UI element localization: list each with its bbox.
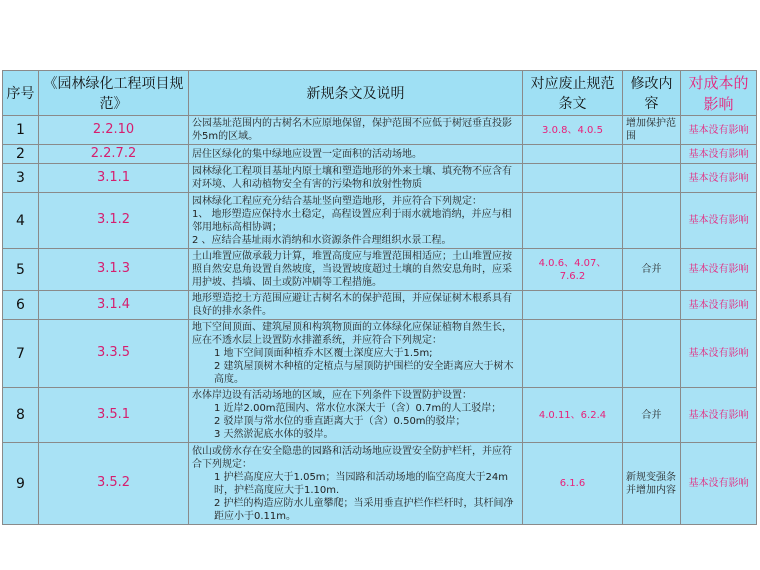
table-row bbox=[3, 443, 757, 525]
description-line: 土山堆置应做承载力计算，堆置高度应与堆置范围相适应；土山堆置应按照自然安息角设置自然坡度，当设置坡度超过土壤的自然安息角时，应采用护坡、挡墙、固土或防冲刷等工程措施。 bbox=[192, 251, 512, 289]
row-old-clause: 3.0.8、4.0.5 bbox=[523, 116, 623, 145]
row-clause: 3.3.5 bbox=[39, 320, 189, 388]
row-old-clause bbox=[523, 164, 623, 193]
header-new-text: 新规条文及说明 bbox=[189, 71, 523, 116]
description-line: 地形塑造挖土方范围应避让古树名木的保护范围，并应保证树木根系具有良好的排水条件。 bbox=[192, 293, 512, 318]
row-clause: 3.5.2 bbox=[39, 443, 189, 525]
row-old-clause: 6.1.6 bbox=[523, 443, 623, 525]
row-index: 2 bbox=[3, 145, 39, 164]
description-line: 2 建筑屋顶树木种植的定植点与屋顶防护围栏的安全距离应大于树木高度。 bbox=[214, 361, 514, 386]
row-clause: 2.2.7.2 bbox=[39, 145, 189, 164]
row-index: 9 bbox=[3, 443, 39, 525]
row-old-clause bbox=[523, 320, 623, 388]
header-modification: 修改内容 bbox=[623, 71, 681, 116]
table-row bbox=[3, 291, 757, 320]
row-clause: 3.5.1 bbox=[39, 388, 189, 443]
header-row bbox=[3, 71, 757, 116]
row-cost-impact: 基本没有影响 bbox=[681, 388, 757, 443]
row-description bbox=[189, 291, 523, 320]
row-modification bbox=[623, 164, 681, 193]
row-modification bbox=[623, 145, 681, 164]
description-line: 公园基址范围内的古树名木应原地保留，保护范围不应低于树冠垂直投影外5m的区域。 bbox=[192, 118, 512, 142]
row-index: 7 bbox=[3, 320, 39, 388]
description-line: 2 护栏的构造应防水儿童攀爬；当采用垂直护栏作栏杆时，其杆间净距应小于0.11m。 bbox=[214, 497, 514, 522]
table-row bbox=[3, 249, 757, 291]
row-description bbox=[189, 320, 523, 388]
description-line: 1、 地形塑造应保持水土稳定，高程设置应利于雨水就地消纳，并应与相邻用地标高相协调； bbox=[192, 208, 512, 233]
row-modification bbox=[623, 291, 681, 320]
row-cost-impact: 基本没有影响 bbox=[681, 320, 757, 388]
description-line: 居住区绿化的集中绿地应设置一定面积的活动场地。 bbox=[192, 148, 422, 160]
table-row bbox=[3, 164, 757, 193]
row-cost-impact: 基本没有影响 bbox=[681, 193, 757, 249]
row-cost-impact: 基本没有影响 bbox=[681, 145, 757, 164]
row-index: 8 bbox=[3, 388, 39, 443]
row-cost-impact: 基本没有影响 bbox=[681, 116, 757, 145]
description-line: 园林绿化工程项目基址内原土壤和塑造地形的外来土壤、填充物不应含有对环境、人和动植物安全有害的污染物和放射性物质 bbox=[192, 166, 512, 191]
row-clause: 2.2.10 bbox=[39, 116, 189, 145]
description-line: 依山或傍水存在安全隐患的园路和活动场地应设置安全防护栏杆，并应符合下列规定： bbox=[192, 445, 512, 470]
row-description bbox=[189, 164, 523, 193]
header-old-clause: 对应废止规范条文 bbox=[523, 71, 623, 116]
table-row bbox=[3, 193, 757, 249]
description-line: 1 护栏高度应大于1.05m；当园路和活动场地的临空高度大于24m时，护栏高度应大于1.10m. bbox=[214, 471, 509, 496]
row-description bbox=[189, 145, 523, 164]
row-modification: 合并 bbox=[623, 249, 681, 291]
row-description bbox=[189, 388, 523, 443]
row-old-clause: 4.0.11、6.2.4 bbox=[523, 388, 623, 443]
description-line: 地下空间顶面、建筑屋顶和构筑物顶面的立体绿化应保证植物自然生长，应在不透水层上设置防水排灌系统，并应符合下列规定： bbox=[192, 322, 512, 347]
row-clause: 3.1.4 bbox=[39, 291, 189, 320]
row-cost-impact: 基本没有影响 bbox=[681, 164, 757, 193]
header-cost-impact: 对成本的影响 bbox=[681, 71, 757, 116]
row-cost-impact: 基本没有影响 bbox=[681, 249, 757, 291]
description-line: 3 天然淤泥底水体的驳岸。 bbox=[214, 429, 334, 441]
description-line: 水体岸边设有活动场地的区域，应在下列条件下设置防护设置： bbox=[192, 390, 472, 402]
row-index: 4 bbox=[3, 193, 39, 249]
row-modification bbox=[623, 320, 681, 388]
row-old-clause bbox=[523, 193, 623, 249]
description-line: 园林绿化工程应充分结合基址竖向塑造地形，并应符合下列规定： bbox=[192, 195, 482, 207]
table-row bbox=[3, 320, 757, 388]
row-old-clause bbox=[523, 145, 623, 164]
row-description bbox=[189, 443, 523, 525]
row-clause: 3.1.2 bbox=[39, 193, 189, 249]
description-line: 1 地下空间顶面种植乔木区覆土深度应大于1.5m; bbox=[214, 348, 433, 360]
row-cost-impact: 基本没有影响 bbox=[681, 291, 757, 320]
row-description bbox=[189, 249, 523, 291]
row-clause: 3.1.1 bbox=[39, 164, 189, 193]
row-modification: 增加保护范围 bbox=[623, 116, 681, 145]
row-old-clause bbox=[523, 291, 623, 320]
row-index: 3 bbox=[3, 164, 39, 193]
header-spec-clause: 《园林绿化工程项目规范》 bbox=[39, 71, 189, 116]
row-modification: 新规变强条并增加内容 bbox=[623, 443, 681, 525]
row-old-clause: 4.0.6、4.07、7.6.2 bbox=[523, 249, 623, 291]
description-line: 2 、应结合基址雨水消纳和水资源条件合理组织水景工程。 bbox=[192, 234, 452, 246]
row-description bbox=[189, 193, 523, 249]
row-cost-impact: 基本没有影响 bbox=[681, 443, 757, 525]
spec-table bbox=[2, 70, 757, 525]
table-row bbox=[3, 145, 757, 164]
table-row bbox=[3, 388, 757, 443]
row-index: 5 bbox=[3, 249, 39, 291]
description-line: 2 驳岸顶与常水位的垂直距离大于（含）0.50m的驳岸； bbox=[214, 416, 466, 428]
table-row bbox=[3, 116, 757, 145]
header-index: 序号 bbox=[3, 71, 39, 116]
row-clause: 3.1.3 bbox=[39, 249, 189, 291]
row-modification bbox=[623, 193, 681, 249]
row-description bbox=[189, 116, 523, 145]
row-index: 6 bbox=[3, 291, 39, 320]
description-line: 1 近岸2.00m范围内、常水位水深大于（含）0.7m的人工驳岸； bbox=[214, 403, 502, 415]
row-index: 1 bbox=[3, 116, 39, 145]
row-modification: 合并 bbox=[623, 388, 681, 443]
